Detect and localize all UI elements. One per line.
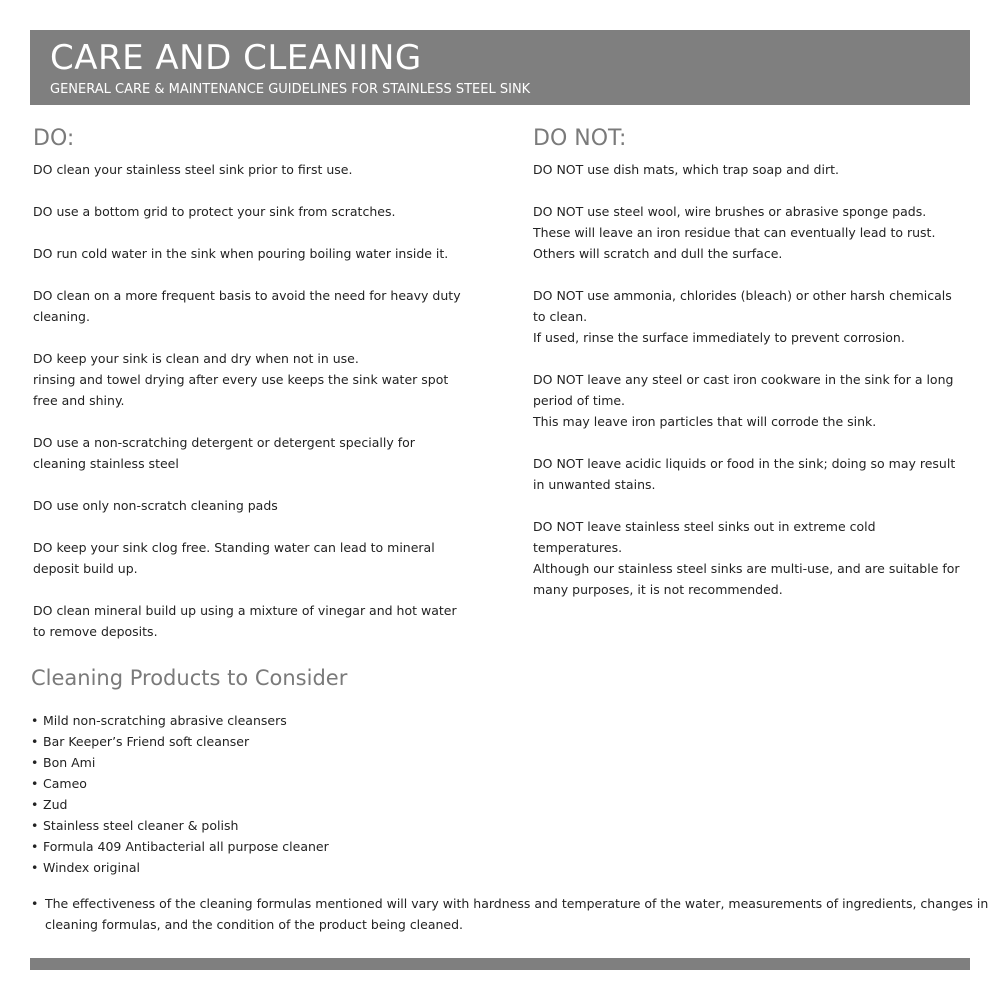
do-item-line: free and shiny.: [33, 393, 125, 408]
donot-item-line: Others will scratch and dull the surface.: [533, 246, 783, 261]
donot-item-line: in unwanted stains.: [533, 477, 656, 492]
do-item-line: DO clean mineral build up using a mixture of vinegar and hot water: [33, 603, 457, 618]
donot-item-line: DO NOT use dish mats, which trap soap and dirt.: [533, 162, 839, 177]
page-subtitle: GENERAL CARE & MAINTENANCE GUIDELINES FOR STAINLESS STEEL SINK: [50, 82, 531, 97]
product-name: Bon Ami: [43, 755, 96, 770]
donot-item-line: If used, rinse the surface immediately to prevent corrosion.: [533, 330, 905, 345]
do-item: [33, 285, 473, 327]
donot-list: [533, 159, 960, 600]
donot-item-line: These will leave an iron residue that can eventually lead to rust.: [533, 225, 936, 240]
product-name: Formula 409 Antibacterial all purpose cleaner: [43, 839, 329, 854]
do-item: [33, 600, 473, 642]
do-item: [33, 432, 473, 474]
product-list-item: [31, 752, 931, 773]
do-item-line: cleaning.: [33, 309, 90, 324]
footnote-line: cleaning formulas, and the condition of the product being cleaned.: [45, 917, 464, 932]
footnote-bullet: •: [31, 896, 39, 911]
product-list-item: [31, 836, 931, 857]
product-list-item: [31, 773, 931, 794]
do-item: [33, 159, 473, 180]
bullet-icon: •: [31, 797, 39, 812]
products-heading: Cleaning Products to Consider: [31, 666, 348, 690]
do-item-line: cleaning stainless steel: [33, 456, 179, 471]
product-list-item: [31, 710, 931, 731]
do-item-line: to remove deposits.: [33, 624, 158, 639]
product-list-item: [31, 815, 931, 836]
products-list: [31, 710, 931, 878]
product-list-item: [31, 857, 931, 878]
donot-item-line: DO NOT leave stainless steel sinks out in extreme cold: [533, 519, 876, 534]
donot-item-line: Although our stainless steel sinks are multi-use, and are suitable for: [533, 561, 960, 576]
product-name: Cameo: [43, 776, 87, 791]
product-name: Stainless steel cleaner & polish: [43, 818, 239, 833]
products-section: [31, 662, 931, 878]
do-item: [33, 495, 473, 516]
donot-item-line: to clean.: [533, 309, 588, 324]
donot-item-line: temperatures.: [533, 540, 623, 555]
product-name: Bar Keeper’s Friend soft cleanser: [43, 734, 250, 749]
donot-item-line: DO NOT leave acidic liquids or food in the sink; doing so may result: [533, 456, 956, 471]
do-item: [33, 201, 473, 222]
page-title: CARE AND CLEANING: [50, 38, 422, 78]
footnote-line: The effectiveness of the cleaning formulas mentioned will vary with hardness and temperature of the water, measurements of ingredients, changes in: [45, 896, 989, 911]
donot-item-line: DO NOT use ammonia, chlorides (bleach) or other harsh chemicals: [533, 288, 952, 303]
do-heading: DO:: [33, 126, 75, 151]
donot-item: [533, 453, 956, 495]
do-item-line: rinsing and towel drying after every use keeps the sink water spot: [33, 372, 449, 387]
footer-bar: [30, 958, 970, 970]
bullet-icon: •: [31, 860, 39, 875]
bullet-icon: •: [31, 776, 39, 791]
donot-item: [533, 201, 953, 264]
do-item-line: DO use a bottom grid to protect your sink from scratches.: [33, 204, 396, 219]
donot-heading: DO NOT:: [533, 126, 627, 151]
header-banner: [30, 30, 970, 105]
do-item-line: DO clean on a more frequent basis to avoid the need for heavy duty: [33, 288, 461, 303]
do-item: [33, 348, 473, 411]
do-item-line: DO keep your sink is clean and dry when not in use.: [33, 351, 359, 366]
do-item-line: DO use only non-scratch cleaning pads: [33, 498, 278, 513]
donot-item-line: period of time.: [533, 393, 626, 408]
do-list: [33, 159, 473, 642]
do-item-line: DO use a non-scratching detergent or detergent specially for: [33, 435, 415, 450]
donot-item: [533, 159, 953, 180]
donot-item: [533, 516, 960, 600]
do-item-line: DO run cold water in the sink when pouring boiling water inside it.: [33, 246, 449, 261]
product-name: Mild non-scratching abrasive cleansers: [43, 713, 287, 728]
do-item-line: DO keep your sink clog free. Standing water can lead to mineral: [33, 540, 435, 555]
donot-item-line: DO NOT leave any steel or cast iron cookware in the sink for a long: [533, 372, 954, 387]
donot-item-line: DO NOT use steel wool, wire brushes or abrasive sponge pads.: [533, 204, 927, 219]
product-name: Windex original: [43, 860, 140, 875]
do-item-line: DO clean your stainless steel sink prior to first use.: [33, 162, 353, 177]
bullet-icon: •: [31, 713, 39, 728]
donot-item-line: many purposes, it is not recommended.: [533, 582, 783, 597]
footnote: [31, 893, 989, 935]
bullet-icon: •: [31, 755, 39, 770]
product-list-item: [31, 731, 931, 752]
donot-section: [533, 125, 960, 621]
donot-item-line: This may leave iron particles that will corrode the sink.: [533, 414, 877, 429]
bullet-icon: •: [31, 839, 39, 854]
donot-item: [533, 285, 953, 348]
donot-item: [533, 369, 953, 432]
bullet-icon: •: [31, 734, 39, 749]
bullet-icon: •: [31, 818, 39, 833]
do-item: [33, 537, 473, 579]
do-item-line: deposit build up.: [33, 561, 138, 576]
do-section: [33, 125, 473, 663]
product-list-item: [31, 794, 931, 815]
do-item: [33, 243, 473, 264]
product-name: Zud: [43, 797, 68, 812]
